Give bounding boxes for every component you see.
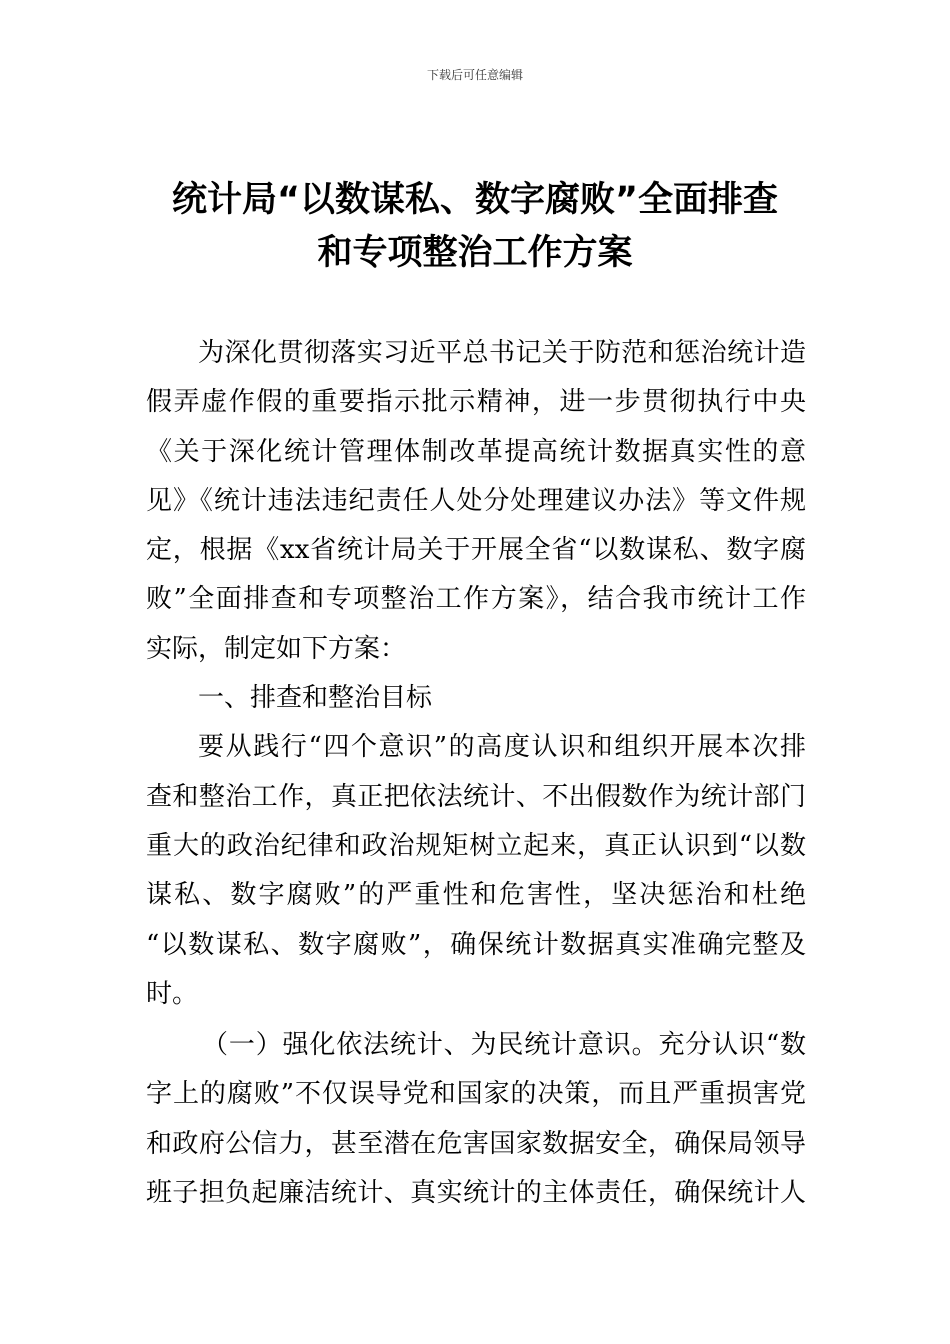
text-line: 查和整治工作，真正把依法统计、不出假数作为统计部门 xyxy=(146,781,806,812)
paragraph-goal xyxy=(146,723,806,1019)
text-line: 实际，制定如下方案： xyxy=(146,633,407,664)
title-line-2: 和专项整治工作方案 xyxy=(317,233,633,273)
text-line: 《关于深化统计管理体制改革提高统计数据真实性的意 xyxy=(146,436,806,467)
text-line: 要从践行“四个意识”的高度认识和组织开展本次排 xyxy=(198,732,806,763)
text-line: 谋私、数字腐败”的严重性和危害性，坚决惩治和杜绝 xyxy=(146,880,806,911)
paragraph-subsection-1 xyxy=(146,1021,806,1218)
text-line: “以数谋私、数字腐败”，确保统计数据真实准确完整及 xyxy=(146,929,806,960)
text-line: 班子担负起廉洁统计、真实统计的主体责任，确保统计人 xyxy=(146,1178,806,1209)
text-line: （一）强化依法统计、为民统计意识。充分认识“数 xyxy=(202,1030,806,1061)
text-line: 定，根据《xx省统计局关于开展全省“以数谋私、数字腐 xyxy=(146,535,806,566)
paragraph-intro xyxy=(146,329,806,674)
text-line: 见》《统计违法违纪责任人处分处理建议办法》等文件规 xyxy=(146,485,806,516)
section-heading-1 xyxy=(146,674,806,723)
text-line: 假弄虚作假的重要指示批示精神，进一步贯彻执行中央 xyxy=(146,387,806,418)
text-line: 时。 xyxy=(146,978,199,1009)
document-title xyxy=(120,174,830,280)
text-line: 字上的腐败”不仅误导党和国家的决策，而且严重损害党 xyxy=(146,1079,806,1110)
title-line-1: 统计局“以数谋私、数字腐败”全面排查 xyxy=(171,180,778,220)
text-line: 一、排查和整治目标 xyxy=(198,683,433,714)
text-line: 和政府公信力，甚至潜在危害国家数据安全，确保局领导 xyxy=(146,1128,806,1159)
text-line: 重大的政治纪律和政治规矩树立起来，真正认识到“以数 xyxy=(146,830,806,861)
text-line: 为深化贯彻落实习近平总书记关于防范和惩治统计造 xyxy=(198,338,806,368)
text-line: 败”全面排查和专项整治工作方案》，结合我市统计工作 xyxy=(146,584,806,615)
document-body xyxy=(146,329,806,1218)
header-note: 下载后可任意编辑 xyxy=(426,68,523,82)
